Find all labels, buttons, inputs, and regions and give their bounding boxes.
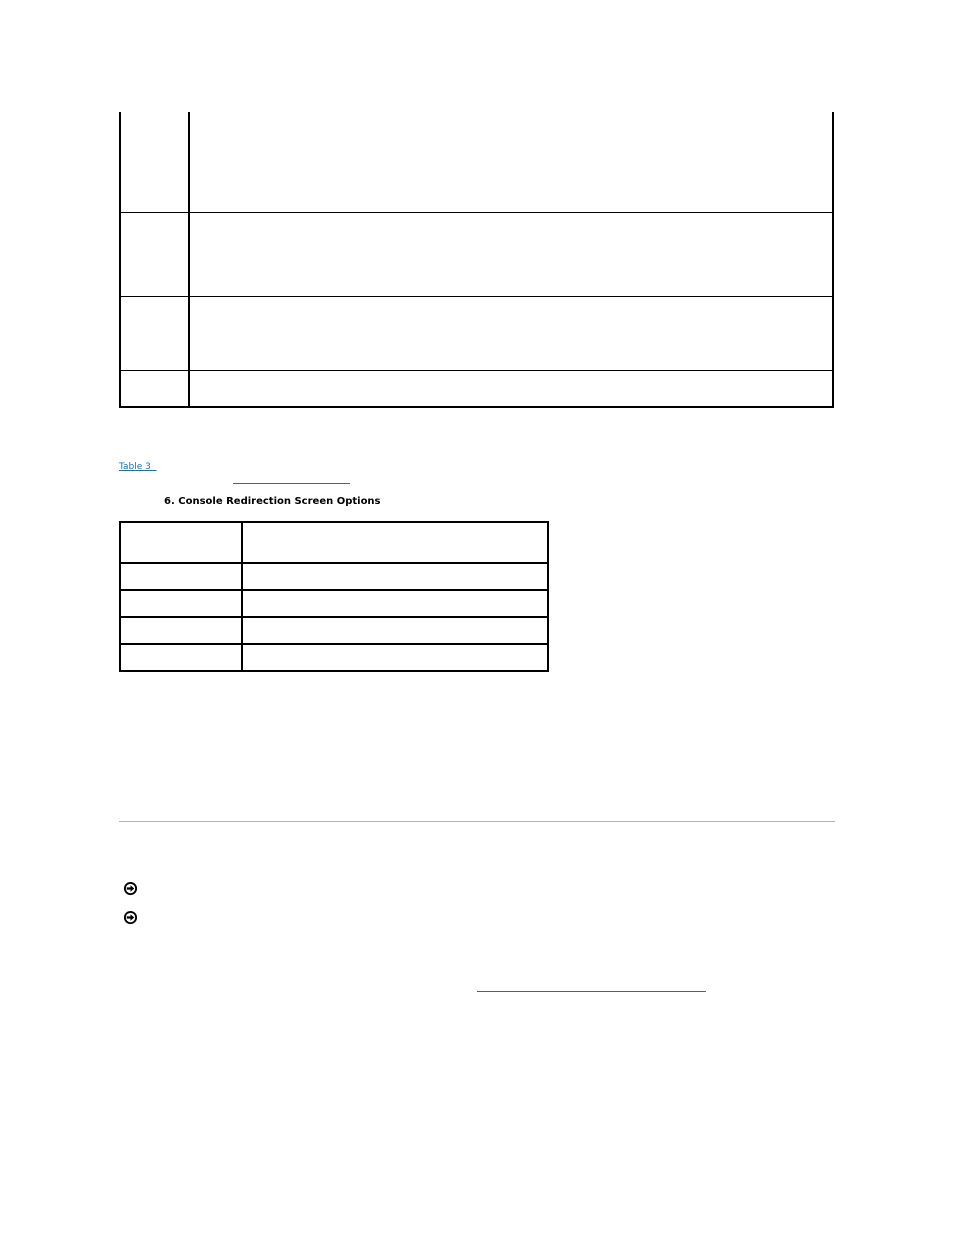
console-redirection-options-table <box>119 521 549 672</box>
table-row-divider <box>119 212 834 213</box>
table-row-divider <box>119 616 549 618</box>
reference-link[interactable] <box>477 991 706 992</box>
table-frame <box>119 521 549 672</box>
section-divider <box>119 821 835 822</box>
notice-icon <box>123 881 138 896</box>
reference-link[interactable] <box>233 483 350 484</box>
table-column-divider <box>188 112 190 408</box>
table-row-divider <box>119 643 549 645</box>
table-row-divider <box>119 589 549 591</box>
table-reference-link[interactable]: Table 3 <box>119 462 157 472</box>
table-row-divider <box>119 296 834 297</box>
table-header-divider <box>119 562 549 564</box>
table-border-left <box>119 112 121 408</box>
table-border-right <box>832 112 834 408</box>
table-border-bottom <box>119 406 834 408</box>
table-caption: 6. Console Redirection Screen Options <box>164 496 381 507</box>
table-row-divider <box>119 370 834 371</box>
table-column-divider <box>241 521 243 672</box>
settings-table-continued <box>119 112 834 408</box>
notice-icon <box>123 910 138 925</box>
